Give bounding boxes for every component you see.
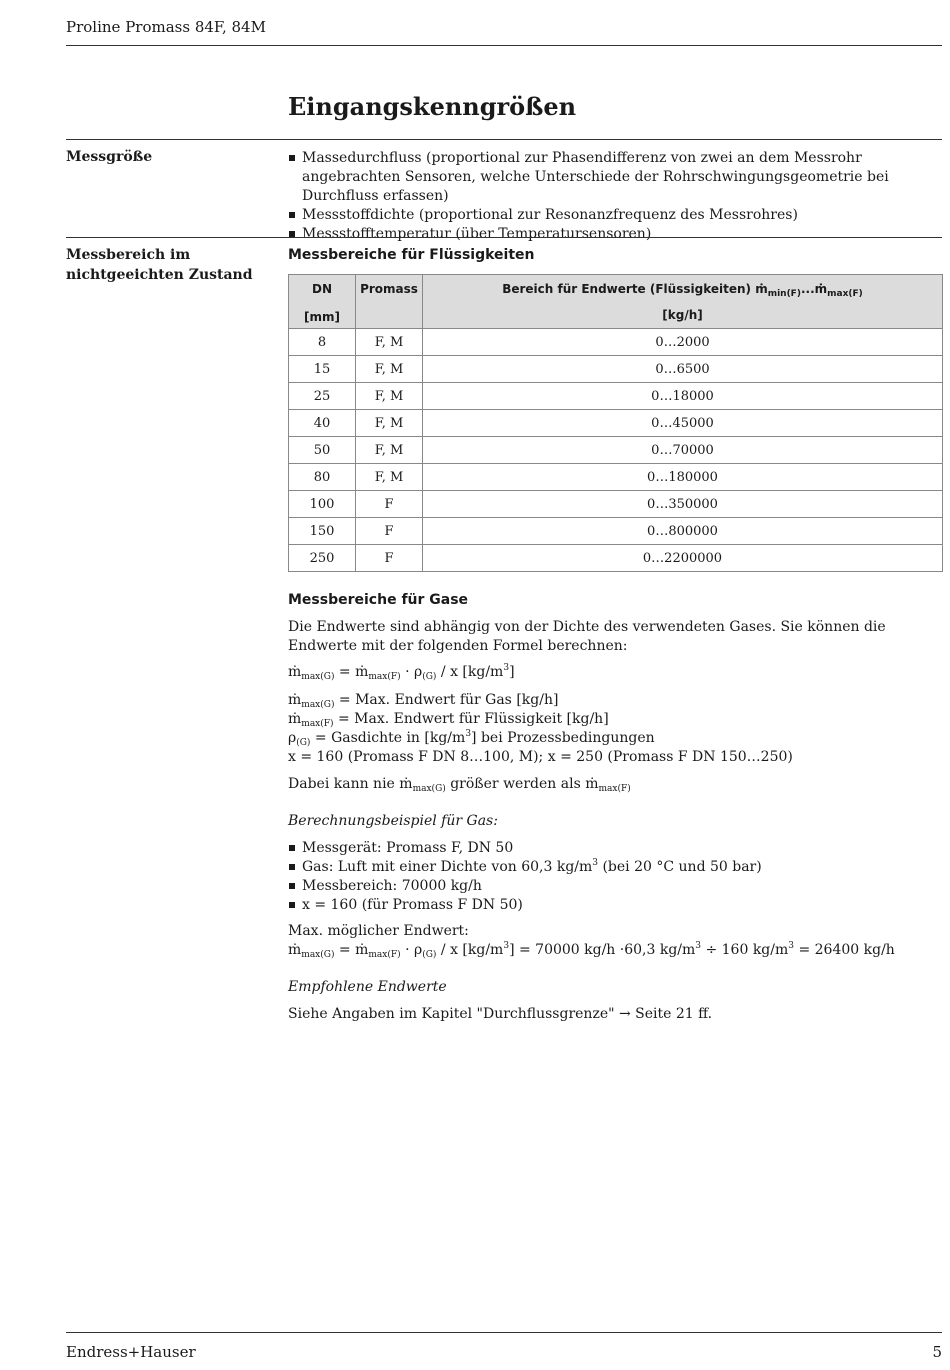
table-cell-range: 0…350000 (423, 491, 943, 518)
table-cell-promass: F, M (356, 329, 423, 356)
table-cell-range: 0…2200000 (423, 545, 943, 572)
list-item: Messbereich: 70000 kg/h (288, 877, 942, 896)
table-cell-promass: F, M (356, 356, 423, 383)
table-cell-dn: 250 (289, 545, 356, 572)
messbereich-label-line1: Messbereich im (66, 247, 191, 263)
table-row (289, 437, 943, 464)
table-cell-range: 0…45000 (423, 410, 943, 437)
column-header-range: Bereich für Endwerte (Flüssigkeiten) ṁ$_{min(F)}$...ṁ$_{max(F)}$ [kg/h] (423, 275, 943, 329)
table-cell-dn: 15 (289, 356, 356, 383)
table-row (289, 464, 943, 491)
subsection-rule (66, 237, 942, 238)
table-cell-dn: 40 (289, 410, 356, 437)
table-cell-range: 0…18000 (423, 383, 943, 410)
never-greater-note: Dabei kann nie ṁ$_{max(G)}$ größer werden als ṁ$_{max(F)}$ (288, 776, 631, 794)
footer-rule (66, 1332, 942, 1333)
table-row (289, 410, 943, 437)
table-row (289, 356, 943, 383)
liquid-range-table (288, 274, 943, 572)
table-row (289, 518, 943, 545)
table-cell-promass: F (356, 518, 423, 545)
table-cell-dn: 25 (289, 383, 356, 410)
liquids-heading: Messbereiche für Flüssigkeiten (288, 247, 535, 263)
table-row (289, 383, 943, 410)
list-item: Messstofftemperatur (über Temperatursensoren) (288, 225, 942, 244)
table-cell-promass: F, M (356, 464, 423, 491)
gas-heading: Messbereiche für Gase (288, 592, 469, 608)
definition-line: $\rho_{(G)}$ = Gasdichte in $[kg/m^3]$ bei Prozessbedingungen (288, 729, 655, 748)
formula-definitions (288, 691, 942, 767)
example-list (288, 839, 942, 915)
section-title: Eingangskenngrößen (288, 92, 577, 121)
page-header-title: Proline Promass 84F, 84M (66, 18, 266, 36)
list-item: Massedurchfluss (proportional zur Phasendifferenz von zwei an dem Messrohr angebrachten Sensoren, welche Unterschiede der Rohrschwingungsgeometrie bei Durchfluss erfassen) (288, 149, 942, 206)
list-item: Gas: Luft mit einer Dichte von 60,3 $kg/m^3$ (bei 20 °C und 50 bar) (288, 858, 942, 877)
messgroesse-label: Messgröße (66, 149, 153, 165)
definition-line: x = 160 (Promass F DN 8…100, M); x = 250 (Promass F DN 150…250) (288, 749, 793, 765)
table-cell-dn: 80 (289, 464, 356, 491)
table-cell-promass: F (356, 491, 423, 518)
table-cell-range: 0…70000 (423, 437, 943, 464)
table-cell-promass: F, M (356, 383, 423, 410)
gas-formula: ṁ$_{max(G)}$ = ṁ$_{max(F)}$ · $\rho_{(G)}$ / x $[kg/m^3]$ (288, 663, 515, 682)
table-cell-range: 0…2000 (423, 329, 943, 356)
recommended-heading: Empfohlene Endwerte (288, 979, 447, 995)
table-cell-range: 0…6500 (423, 356, 943, 383)
table-row (289, 329, 943, 356)
table-row (289, 491, 943, 518)
column-header-dn: DN [mm] (289, 275, 356, 329)
messbereich-label-line2: nichtgeeichten Zustand (66, 267, 253, 283)
table-cell-range: 0…800000 (423, 518, 943, 545)
list-item: Messgerät: Promass F, DN 50 (288, 839, 942, 858)
gas-intro: Die Endwerte sind abhängig von der Dichte des verwendeten Gases. Sie können die Endwerte mit der folgenden Formel berechnen: (288, 619, 886, 654)
table-cell-promass: F, M (356, 437, 423, 464)
table-row (289, 545, 943, 572)
list-item: x = 160 (für Promass F DN 50) (288, 896, 942, 915)
messbereich-label (66, 245, 253, 285)
messgroesse-list (288, 149, 942, 244)
example-heading: Berechnungsbeispiel für Gas: (288, 813, 498, 829)
list-item: Messstoffdichte (proportional zur Resonanzfrequenz des Messrohres) (288, 206, 942, 225)
table-cell-range: 0…180000 (423, 464, 943, 491)
example-calculation: ṁ$_{max(G)}$ = ṁ$_{max(F)}$ · $\rho_{(G)}$ / x $[kg/m^3] = 70000$ kg/h ·60,3 $kg/m^3 \div 160$ $kg/m^3 = 26400$ kg/h (288, 941, 895, 960)
table-cell-dn: 8 (289, 329, 356, 356)
table-cell-promass: F, M (356, 410, 423, 437)
definition-line: ṁ$_{max(F)}$ = Max. Endwert für Flüssigkeit [kg/h] (288, 711, 609, 729)
table-cell-dn: 50 (289, 437, 356, 464)
definition-line: ṁ$_{max(G)}$ = Max. Endwert für Gas [kg/h] (288, 692, 559, 710)
recommended-text: Siehe Angaben im Kapitel "Durchflussgrenze" → Seite 21 ff. (288, 1006, 713, 1022)
max-label: Max. möglicher Endwert: (288, 923, 469, 939)
table-cell-promass: F (356, 545, 423, 572)
table-cell-dn: 150 (289, 518, 356, 545)
page-number: 5 (932, 1343, 942, 1361)
footer-brand: Endress+Hauser (66, 1343, 196, 1361)
header-rule (66, 45, 942, 46)
table-cell-dn: 100 (289, 491, 356, 518)
column-header-promass: Promass (356, 275, 423, 329)
section-rule (66, 139, 942, 140)
